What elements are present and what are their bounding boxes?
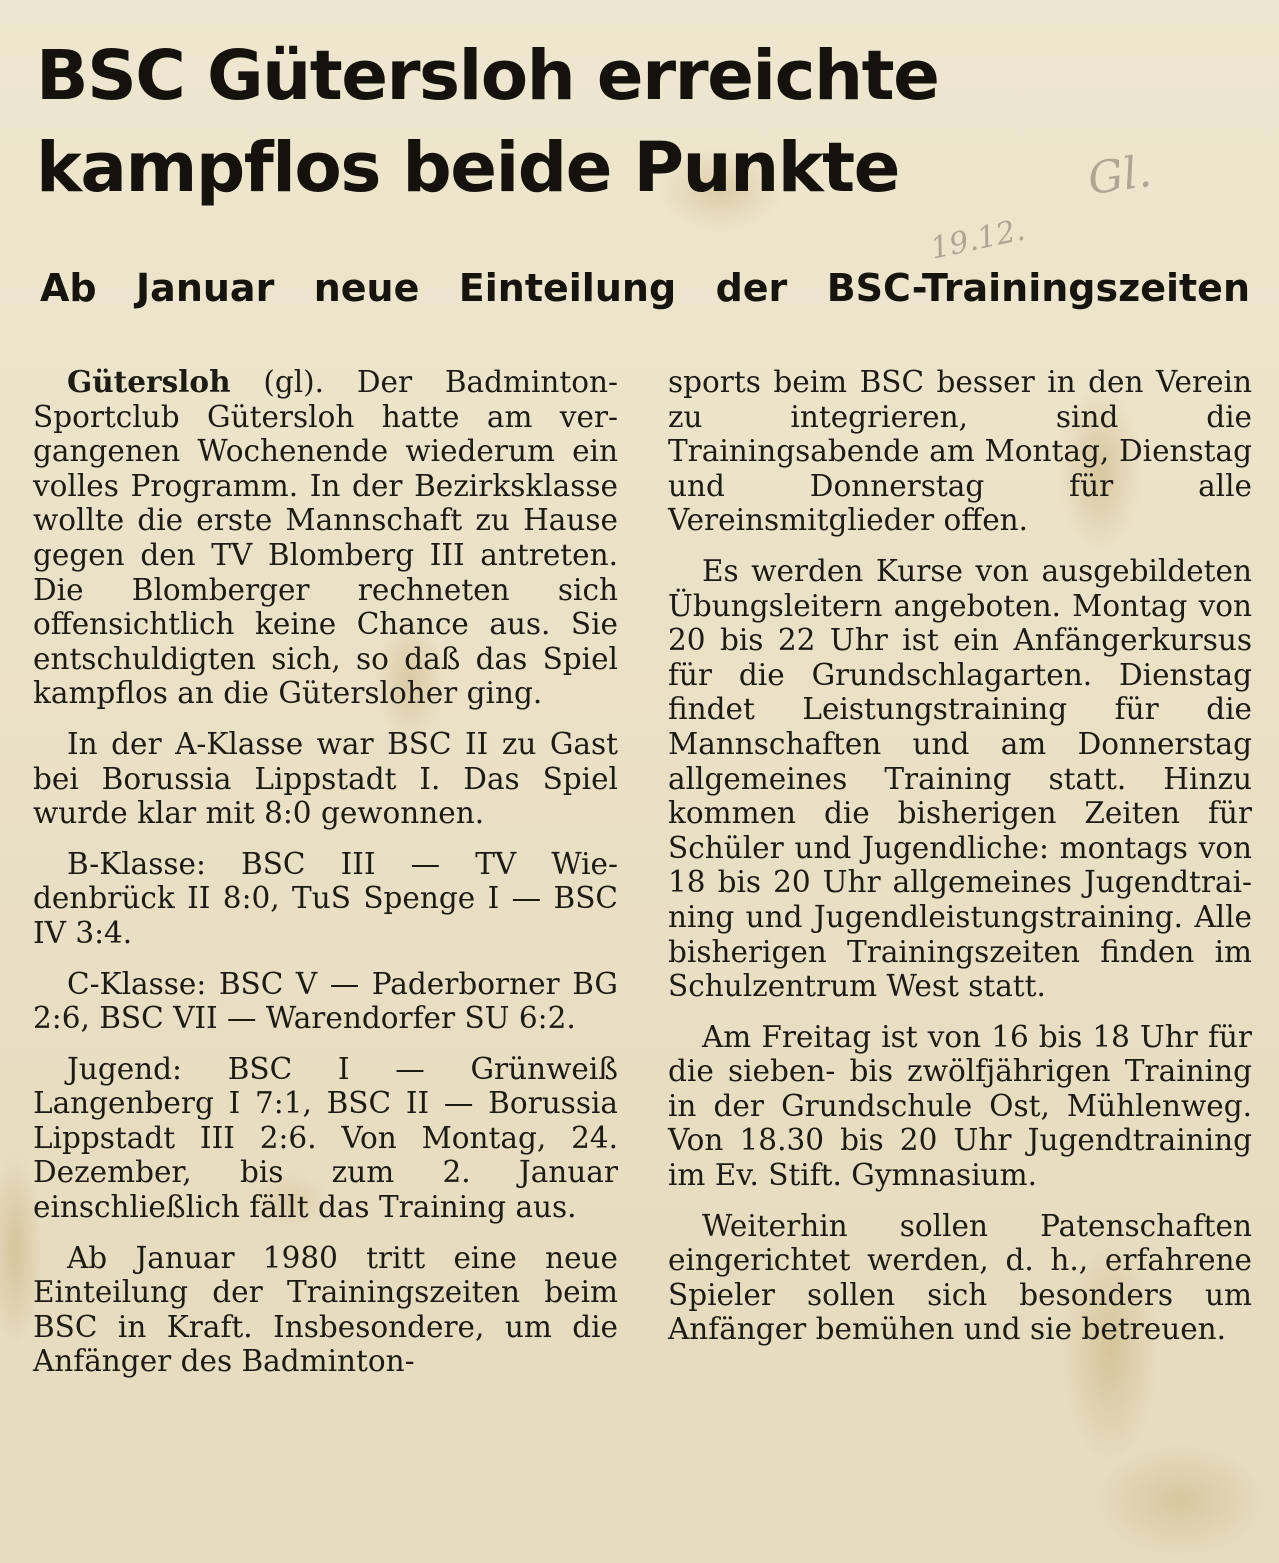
handwritten-date: 19.12. <box>927 212 1029 267</box>
dateline: Gütersloh <box>67 364 231 399</box>
paragraph: Es werden Kurse von ausgebildeten Übungsleitern angeboten. Montag von 20 bis 22 Uhr ist ein Anfängerkursus für die Grundschlagarten. Dienstag findet Leistungstraining für die Mannschaften und am Donnerstag allgemeines Training statt. Hinzu kommen die bisherigen Zeiten für Schüler und Jugendliche: montags von 18 bis 20 Uhr allgemeines Jugendtraining und Jugendleistungstraining. Alle bisherigen Trainingszeiten finden im Schulzentrum West statt. <box>668 553 1252 1004</box>
article-column-left <box>33 365 618 1395</box>
headline-line-1: BSC Gütersloh erreichte <box>36 36 939 116</box>
paragraph: Weiterhin sollen Patenschaften eingerichtet werden, d. h., erfahrene Spieler sollen sich besonders um Anfänger bemühen und sie betreuen. <box>668 1208 1252 1347</box>
handwritten-note: Gl. <box>1084 145 1155 206</box>
headline-line-2: kampflos beide Punkte <box>36 128 899 208</box>
paragraph-text: (gl). Der Badminton-Sportclub Gütersloh hatte am vergangenen Wochenende wiederum ein volles Programm. In der Bezirksklasse wollte die erste Mannschaft zu Hause gegen den TV Blomberg III antreten. Die Blomberger rechneten sich offensichtlich keine Chance aus. Sie entschuldigten sich, so daß das Spiel kampflos an die Gütersloher ging. <box>33 365 618 711</box>
paragraph <box>33 365 618 711</box>
subheadline: Ab Januar neue Einteilung der BSC-Trainingszeiten <box>40 266 1250 310</box>
paragraph: Jugend: BSC I — Grünweiß Langenberg I 7:1, BSC II — Borussia Lippstadt III 2:6. Von Montag, 24. Dezember, bis zum 2. Januar einschließlich fällt das Training aus. <box>33 1051 618 1225</box>
paragraph: Ab Januar 1980 tritt eine neue Einteilung der Trainingszeiten beim BSC in Kraft. Insbesondere, um die Anfänger des Badminton- <box>33 1240 618 1379</box>
headline <box>36 30 938 214</box>
paragraph: sports beim BSC besser in den Verein zu integrieren, sind die Trainingsabende am Montag, Dienstag und Donnerstag für alle Vereinsmitglieder offen. <box>668 365 1252 538</box>
paragraph: B-Klasse: BSC III — TV Wiedenbrück II 8:0, TuS Spenge I — BSC IV 3:4. <box>33 846 618 950</box>
article-column-right <box>668 365 1252 1363</box>
paragraph: Am Freitag ist von 16 bis 18 Uhr für die sieben- bis zwölfjährigen Training in der Grundschule Ost, Mühlenweg. Von 18.30 bis 20 Uhr Jugendtraining im Ev. Stift. Gymnasium. <box>668 1019 1252 1193</box>
paragraph: In der A-Klasse war BSC II zu Gast bei Borussia Lippstadt I. Das Spiel wurde klar mit 8:0 gewonnen. <box>33 726 618 831</box>
paragraph: C-Klasse: BSC V — Paderborner BG 2:6, BSC VII — Warendorfer SU 6:2. <box>33 966 618 1036</box>
